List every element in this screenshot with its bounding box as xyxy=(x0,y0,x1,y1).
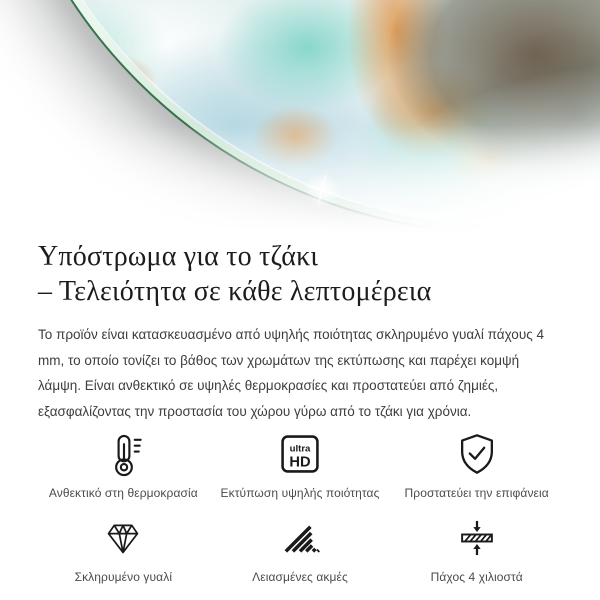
feature-label: Προστατεύει την επιφάνεια xyxy=(404,486,549,500)
feature-hq-print xyxy=(215,430,386,500)
product-photo xyxy=(0,0,600,240)
polished-edges-icon xyxy=(215,514,386,562)
thermometer-icon xyxy=(38,430,209,478)
page-title xyxy=(38,239,562,309)
photo-right-fade xyxy=(0,0,600,240)
title-line-1: Υπόστρωμα για το τζάκι xyxy=(38,241,319,272)
description-section xyxy=(0,239,600,584)
ultra-hd-text-top: ultra xyxy=(289,443,311,455)
ultra-hd-icon xyxy=(215,430,386,478)
diamond-icon xyxy=(38,514,209,562)
feature-surface-protection xyxy=(391,430,562,500)
feature-label: Πάχος 4 χιλιοστά xyxy=(430,570,523,584)
thickness-icon xyxy=(391,514,562,562)
feature-label: Σκληρυμένο γυαλί xyxy=(74,570,173,584)
feature-polished-edges xyxy=(215,514,386,584)
ultra-hd-text-bottom: HD xyxy=(289,454,311,471)
feature-label: Εκτύπωση υψηλής ποιότητας xyxy=(220,486,380,500)
feature-label: Ανθεκτικό στη θερμοκρασία xyxy=(48,486,198,500)
shield-check-icon xyxy=(391,430,562,478)
feature-grid xyxy=(38,430,562,584)
feature-tempered-glass xyxy=(38,514,209,584)
feature-label: Λειασμένες ακμές xyxy=(252,570,348,584)
feature-thickness xyxy=(391,514,562,584)
title-line-2: – Τελειότητα σε κάθε λεπτομέρεια xyxy=(38,276,432,307)
feature-heat-resistant xyxy=(38,430,209,500)
product-description-text: Το προϊόν είναι κατασκευασμένο από υψηλής ποιότητας σκληρυμένο γυαλί πάχους 4 mm, το οποίο τονίζει το βάθος των χρωμάτων της εκτύπωσης και παρέχει κομψή λάμψη. Είναι ανθεκτικό σε υψηλές θερμοκρασίες και προστατεύει από ζημιές, εξασφαλίζοντας την προστασία του χώρου γύρω από το τζάκι για χρόνια. xyxy=(38,327,544,419)
